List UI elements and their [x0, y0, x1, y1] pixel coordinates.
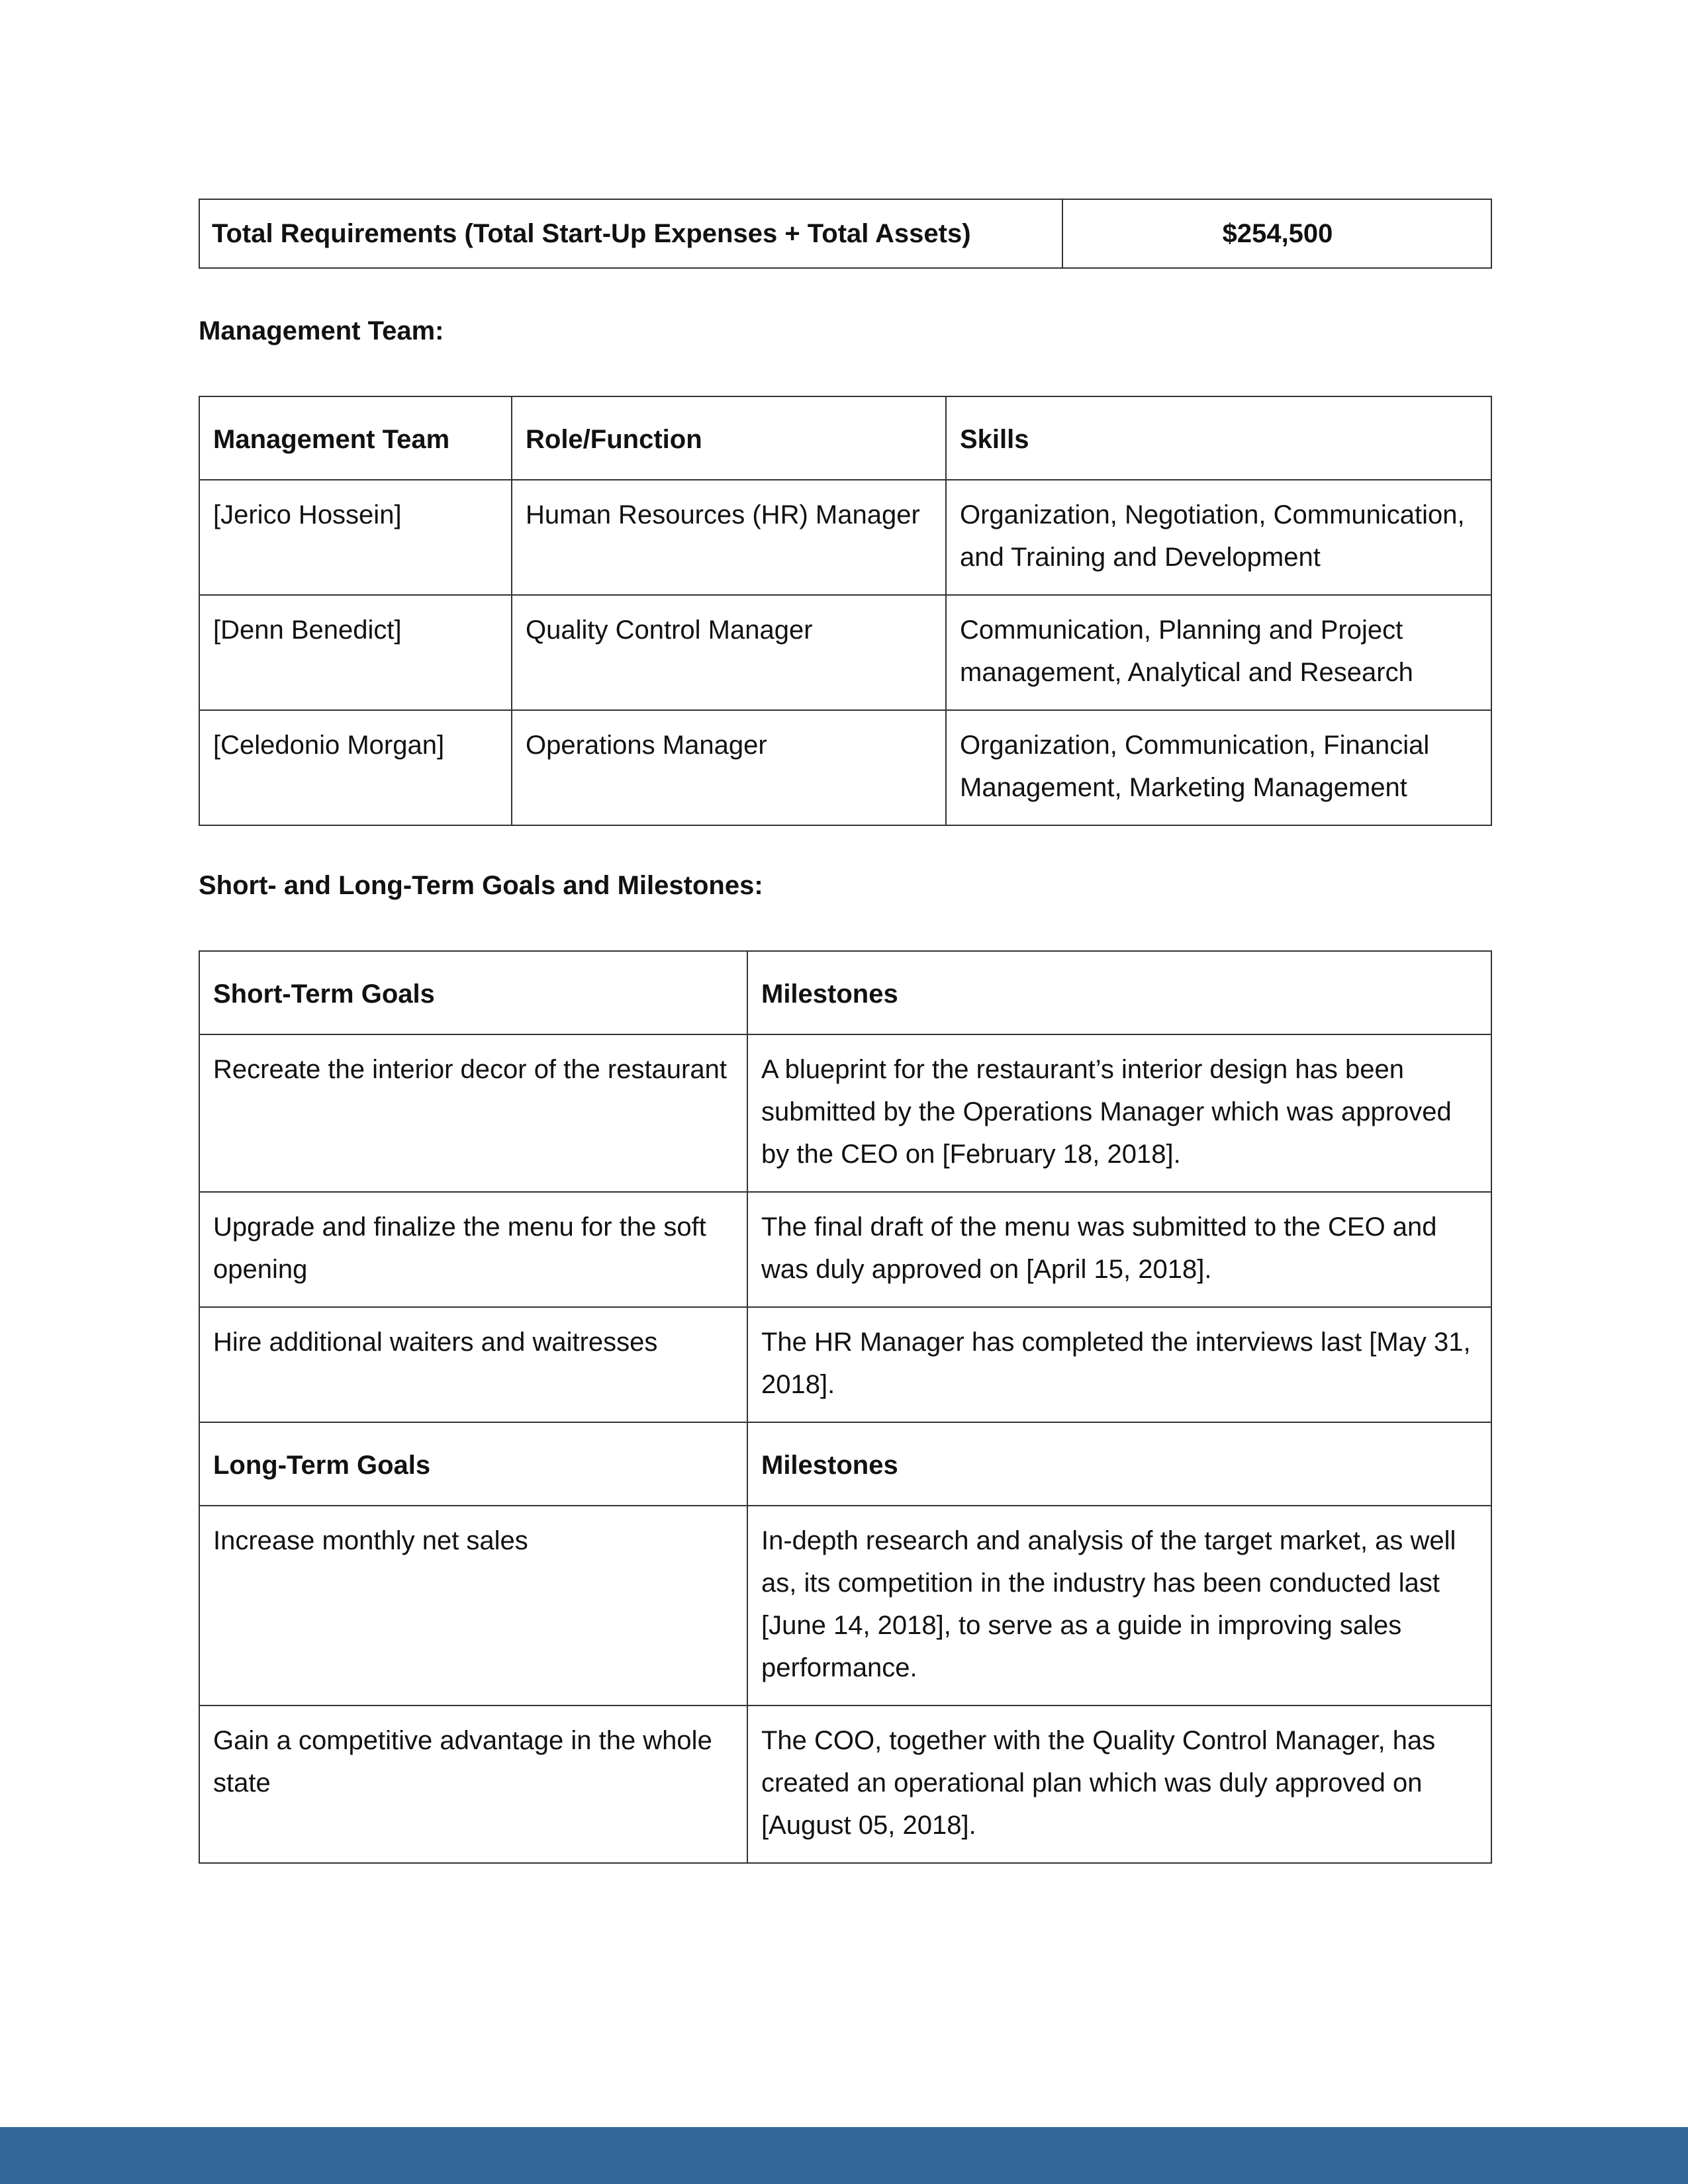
- total-requirements-label: Total Requirements (Total Start-Up Expenses + Total Assets): [199, 199, 1062, 268]
- table-row: [199, 1706, 1491, 1863]
- goal-cell: Upgrade and finalize the menu for the soft opening: [199, 1192, 747, 1307]
- milestone-cell: The COO, together with the Quality Control Manager, has created an operational plan which was duly approved on [August 05, 2018].: [747, 1706, 1491, 1863]
- member-skills: Organization, Negotiation, Communication, and Training and Development: [946, 480, 1491, 595]
- milestone-cell: The final draft of the menu was submitted to the CEO and was duly approved on [April 15, 2018].: [747, 1192, 1491, 1307]
- table-header-row: [199, 951, 1491, 1034]
- goal-cell: Gain a competitive advantage in the whole state: [199, 1706, 747, 1863]
- column-header: Management Team: [199, 396, 512, 480]
- milestone-cell: The HR Manager has completed the interviews last [May 31, 2018].: [747, 1307, 1491, 1422]
- total-requirements-value: $254,500: [1062, 199, 1491, 268]
- member-role: Operations Manager: [512, 710, 946, 825]
- milestone-cell: In-depth research and analysis of the target market, as well as, its competition in the industry has been conducted last [June 14, 2018], to serve as a guide in improving sales performance.: [747, 1506, 1491, 1706]
- total-requirements-row: [199, 199, 1491, 268]
- table-header-row: [199, 1422, 1491, 1506]
- table-header-row: [199, 396, 1491, 480]
- table-row: [199, 710, 1491, 825]
- goal-cell: Hire additional waiters and waitresses: [199, 1307, 747, 1422]
- table-row: [199, 480, 1491, 595]
- table-row: [199, 1307, 1491, 1422]
- column-header: Milestones: [747, 951, 1491, 1034]
- member-name: [Celedonio Morgan]: [199, 710, 512, 825]
- table-row: [199, 1506, 1491, 1706]
- goal-cell: Recreate the interior decor of the restaurant: [199, 1034, 747, 1192]
- column-header: Long-Term Goals: [199, 1422, 747, 1506]
- management-team-table: [199, 396, 1492, 826]
- member-skills: Organization, Communication, Financial Management, Marketing Management: [946, 710, 1491, 825]
- table-row: [199, 1192, 1491, 1307]
- table-row: [199, 1034, 1491, 1192]
- column-header: Role/Function: [512, 396, 946, 480]
- member-role: Quality Control Manager: [512, 595, 946, 710]
- goals-milestones-table: [199, 950, 1492, 1864]
- member-skills: Communication, Planning and Project management, Analytical and Research: [946, 595, 1491, 710]
- column-header: Short-Term Goals: [199, 951, 747, 1034]
- member-role: Human Resources (HR) Manager: [512, 480, 946, 595]
- column-header: Skills: [946, 396, 1491, 480]
- column-header: Milestones: [747, 1422, 1491, 1506]
- footer-bar: [0, 2127, 1688, 2184]
- milestone-cell: A blueprint for the restaurant’s interior design has been submitted by the Operations Manager which was approved by the CEO on [February 18, 2018].: [747, 1034, 1491, 1192]
- management-team-heading: Management Team:: [199, 316, 444, 345]
- member-name: [Jerico Hossein]: [199, 480, 512, 595]
- goal-cell: Increase monthly net sales: [199, 1506, 747, 1706]
- document-page: [199, 199, 1491, 1864]
- table-row: [199, 595, 1491, 710]
- goals-milestones-heading: Short- and Long-Term Goals and Milestones:: [199, 871, 763, 900]
- member-name: [Denn Benedict]: [199, 595, 512, 710]
- total-requirements-table: [199, 199, 1492, 269]
